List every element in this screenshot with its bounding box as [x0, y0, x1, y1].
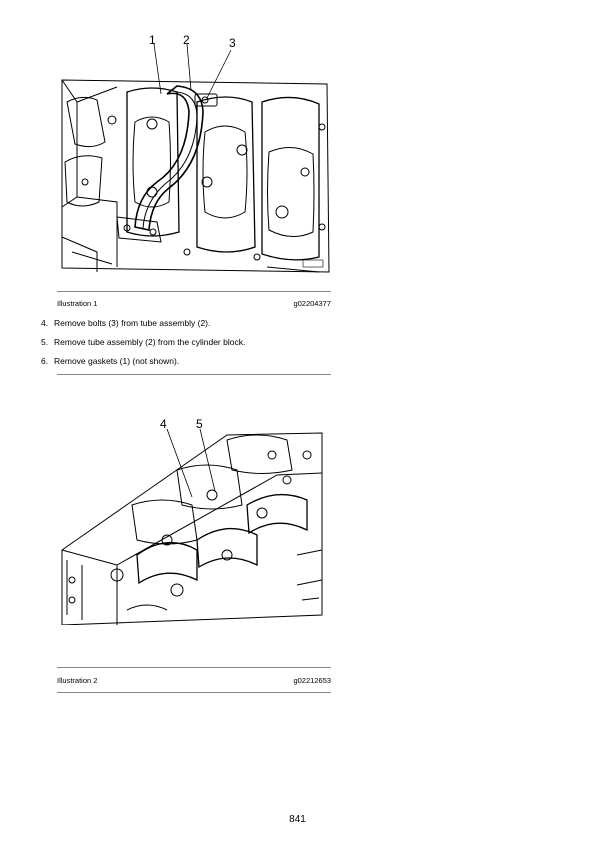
illustration-1-drawing [57, 32, 331, 280]
illustration-1-caption [57, 299, 331, 308]
procedure-steps [41, 318, 331, 375]
step-number: 4. [41, 318, 49, 328]
caption-label: Illustration 1 [57, 299, 98, 308]
caption-label: Illustration 2 [57, 676, 98, 685]
illustration-2-drawing [57, 415, 331, 625]
illustration-2-caption [57, 676, 331, 685]
step-number: 6. [41, 356, 49, 366]
divider [57, 374, 331, 375]
step-text: Remove tube assembly (2) from the cylinder block. [54, 337, 246, 347]
caption-code: g02204377 [293, 299, 331, 308]
step-item [41, 318, 331, 328]
page-number: 841 [289, 814, 306, 825]
callout-3: 3 [229, 36, 236, 50]
callout-5: 5 [196, 417, 203, 431]
divider [57, 667, 331, 668]
callout-4: 4 [160, 417, 167, 431]
divider [57, 291, 331, 292]
caption-code: g02212653 [293, 676, 331, 685]
step-text: Remove bolts (3) from tube assembly (2). [54, 318, 211, 328]
callout-2: 2 [183, 33, 190, 47]
callout-1: 1 [149, 33, 156, 47]
divider [57, 692, 331, 693]
step-number: 5. [41, 337, 49, 347]
step-item [41, 337, 331, 347]
step-text: Remove gaskets (1) (not shown). [54, 356, 180, 366]
step-item [41, 356, 331, 366]
